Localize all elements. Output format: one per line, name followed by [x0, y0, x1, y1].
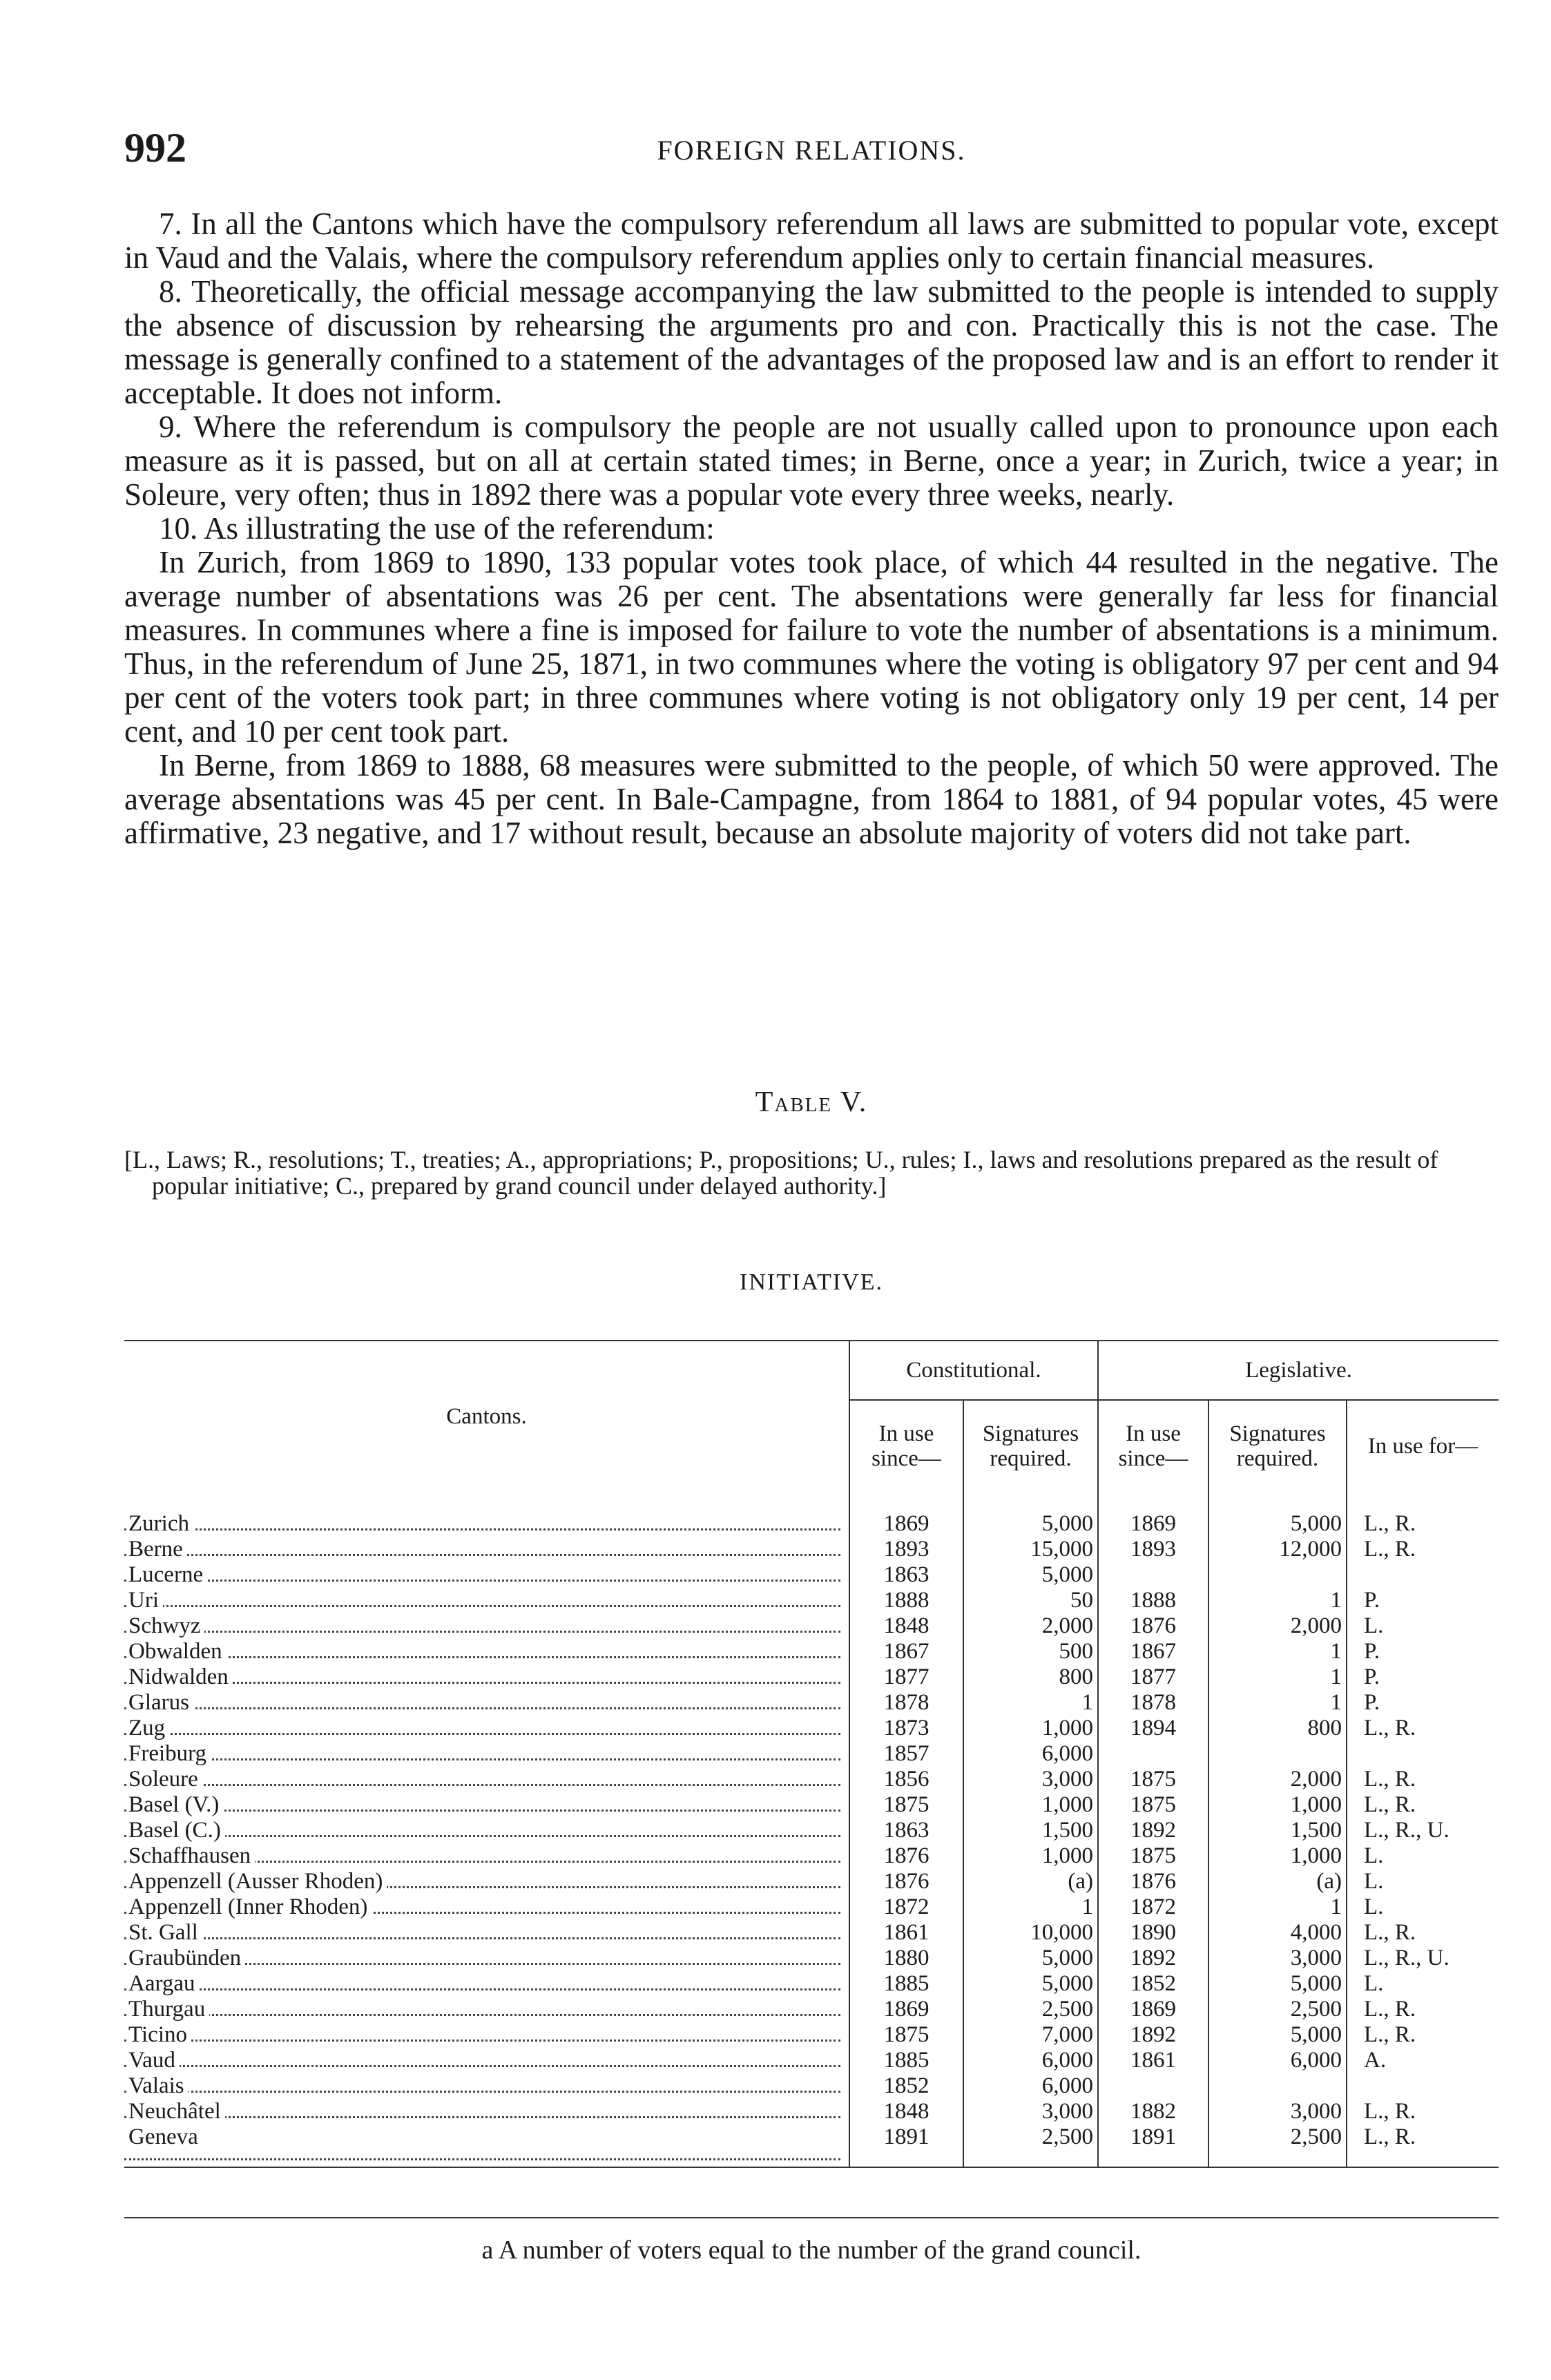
- legislative-signatures: [1208, 2073, 1347, 2099]
- legislative-since: 1869: [1098, 1492, 1208, 1537]
- canton-label: Thurgau: [128, 1997, 209, 2022]
- dot-leader: [124, 2040, 840, 2042]
- header-leg-in-use: In use since—: [1098, 1400, 1208, 1492]
- constitutional-since: 1875: [849, 2022, 963, 2048]
- constitutional-signatures: 1: [963, 1894, 1098, 1920]
- header-constitutional: Constitutional.: [849, 1341, 1098, 1400]
- legislative-since: 1872: [1098, 1894, 1208, 1920]
- page-header: [124, 124, 1499, 180]
- constitutional-signatures: 800: [963, 1664, 1098, 1690]
- canton-label: Appenzell (Ausser Rhoden): [128, 1869, 387, 1894]
- canton-label: Ticino: [128, 2022, 191, 2047]
- constitutional-signatures: (a): [963, 1869, 1098, 1894]
- legislative-since: 1890: [1098, 1920, 1208, 1946]
- paragraph-8: 8. Theoretically, the official message accompanying the law submitted to the people is intended to supply the absence of discussion by rehearsing the arguments pro and con. Practically this is not the case. The message is generally confined to a statement of the advantages of the proposed law and is an effort to render it acceptable. It does not inform.: [124, 274, 1499, 410]
- table-row: [124, 1492, 1499, 1537]
- constitutional-signatures: 6,000: [963, 2073, 1098, 2099]
- canton-name: [124, 2022, 849, 2048]
- canton-name: [124, 1492, 849, 1537]
- paragraph-9: 9. Where the referendum is compulsory the people are not usually called upon to pronounce upon each measure as it is passed, but on all at certain stated times; in Berne, once a year; in Zurich, twice a year; in Soleure, very often; thus in 1892 there was a popular vote every three weeks, nearly.: [124, 410, 1499, 512]
- constitutional-signatures: 1,500: [963, 1818, 1098, 1843]
- legislative-signatures: [1208, 1741, 1347, 1767]
- dot-leader: [124, 1784, 840, 1786]
- legislative-signatures: 1: [1208, 1588, 1347, 1613]
- legislative-signatures: 2,000: [1208, 1613, 1347, 1639]
- legislative-since: 1869: [1098, 1997, 1208, 2022]
- dot-leader: [124, 2158, 840, 2160]
- dot-leader: [124, 1528, 840, 1530]
- table-row: [124, 1997, 1499, 2022]
- canton-label: Uri: [128, 1588, 163, 1613]
- table-row: [124, 2073, 1499, 2099]
- dot-leader: [124, 1631, 840, 1633]
- in-use-for: L.: [1347, 1843, 1499, 1869]
- canton-label: Aargau: [128, 1971, 200, 1996]
- canton-name: [124, 1588, 849, 1613]
- table-row: [124, 2099, 1499, 2124]
- canton-name: [124, 1818, 849, 1843]
- canton-name: [124, 1792, 849, 1818]
- running-title: FOREIGN RELATIONS.: [657, 135, 966, 166]
- canton-label: Glarus: [128, 1690, 193, 1715]
- legislative-signatures: 2,000: [1208, 1767, 1347, 1792]
- table-row: [124, 1588, 1499, 1613]
- legislative-since: 1892: [1098, 2022, 1208, 2048]
- constitutional-signatures: 500: [963, 1639, 1098, 1664]
- canton-name: [124, 1741, 849, 1767]
- legislative-since: 1893: [1098, 1537, 1208, 1562]
- constitutional-signatures: 6,000: [963, 2048, 1098, 2073]
- page-number: 992: [124, 125, 186, 171]
- legislative-signatures: 1: [1208, 1639, 1347, 1664]
- legislative-since: 1861: [1098, 2048, 1208, 2073]
- legislative-since: 1876: [1098, 1869, 1208, 1894]
- constitutional-signatures: 5,000: [963, 1971, 1098, 1997]
- canton-label: Geneva: [128, 2124, 202, 2149]
- table-row: [124, 1741, 1499, 1767]
- legislative-since: 1892: [1098, 1946, 1208, 1971]
- body-text: [124, 207, 1499, 850]
- canton-name: [124, 1613, 849, 1639]
- table-row: [124, 2022, 1499, 2048]
- constitutional-signatures: 15,000: [963, 1537, 1098, 1562]
- legislative-signatures: 6,000: [1208, 2048, 1347, 2073]
- canton-label: Zurich: [128, 1511, 193, 1536]
- canton-name: [124, 2124, 849, 2167]
- in-use-for: P.: [1347, 1588, 1499, 1613]
- legislative-since: 1867: [1098, 1639, 1208, 1664]
- canton-label: Freiburg: [128, 1741, 211, 1766]
- dot-leader: [124, 1707, 840, 1709]
- legislative-signatures: 2,500: [1208, 1997, 1347, 2022]
- in-use-for: L., R.: [1347, 2124, 1499, 2167]
- canton-name: [124, 1971, 849, 1997]
- legislative-since: 1877: [1098, 1664, 1208, 1690]
- legislative-signatures: 3,000: [1208, 2099, 1347, 2124]
- table-row: [124, 1716, 1499, 1741]
- constitutional-signatures: 1,000: [963, 1792, 1098, 1818]
- constitutional-signatures: 1,000: [963, 1843, 1098, 1869]
- legislative-signatures: 1,500: [1208, 1818, 1347, 1843]
- legislative-signatures: 1,000: [1208, 1843, 1347, 1869]
- canton-name: [124, 1716, 849, 1741]
- table-row: [124, 1537, 1499, 1562]
- legislative-since: [1098, 1562, 1208, 1588]
- legislative-signatures: 4,000: [1208, 1920, 1347, 1946]
- table-row: [124, 1920, 1499, 1946]
- constitutional-since: 1880: [849, 1946, 963, 1971]
- constitutional-signatures: 3,000: [963, 1767, 1098, 1792]
- in-use-for: L., R., U.: [1347, 1946, 1499, 1971]
- table-row: [124, 2124, 1499, 2167]
- initiative-table: [124, 1340, 1499, 2168]
- legislative-signatures: 1: [1208, 1664, 1347, 1690]
- constitutional-since: 1876: [849, 1843, 963, 1869]
- in-use-for: [1347, 2073, 1499, 2099]
- header-leg-signatures: Signatures required.: [1208, 1400, 1347, 1492]
- dot-leader: [124, 2014, 840, 2016]
- canton-label: Vaud: [128, 2048, 180, 2073]
- canton-label: Basel (C.): [128, 1818, 225, 1843]
- in-use-for: L.: [1347, 1613, 1499, 1639]
- constitutional-since: 1888: [849, 1588, 963, 1613]
- in-use-for: L., R.: [1347, 1792, 1499, 1818]
- legislative-since: 1878: [1098, 1690, 1208, 1716]
- canton-name: [124, 1690, 849, 1716]
- canton-label: Lucerne: [128, 1562, 207, 1587]
- table-row: [124, 2048, 1499, 2073]
- dot-leader: [124, 1554, 840, 1556]
- constitutional-signatures: 1: [963, 1690, 1098, 1716]
- constitutional-since: 1885: [849, 1971, 963, 1997]
- canton-name: [124, 1537, 849, 1562]
- legislative-since: [1098, 2073, 1208, 2099]
- header-const-signatures: Signatures required.: [963, 1400, 1098, 1492]
- in-use-for: L., R.: [1347, 1920, 1499, 1946]
- canton-label: Obwalden: [128, 1639, 227, 1664]
- constitutional-signatures: 2,500: [963, 1997, 1098, 2022]
- legislative-since: 1876: [1098, 1613, 1208, 1639]
- constitutional-since: 1869: [849, 1997, 963, 2022]
- dot-leader: [124, 1758, 840, 1760]
- constitutional-signatures: 50: [963, 1588, 1098, 1613]
- canton-name: [124, 1562, 849, 1588]
- legislative-signatures: 1: [1208, 1894, 1347, 1920]
- dot-leader: [124, 2116, 840, 2118]
- canton-name: [124, 1997, 849, 2022]
- constitutional-since: 1875: [849, 1792, 963, 1818]
- dot-leader: [124, 1580, 840, 1582]
- dot-leader: [124, 1656, 840, 1658]
- in-use-for: [1347, 1741, 1499, 1767]
- in-use-for: L., R., U.: [1347, 1818, 1499, 1843]
- dot-leader: [124, 1605, 840, 1607]
- dot-leader: [124, 2065, 840, 2067]
- table-row: [124, 1843, 1499, 1869]
- legislative-signatures: 1,000: [1208, 1792, 1347, 1818]
- constitutional-since: 1893: [849, 1537, 963, 1562]
- canton-name: [124, 1894, 849, 1920]
- section-heading: INITIATIVE.: [740, 1269, 883, 1295]
- constitutional-since: 1852: [849, 2073, 963, 2099]
- legislative-since: 1852: [1098, 1971, 1208, 1997]
- in-use-for: L., R.: [1347, 1767, 1499, 1792]
- in-use-for: P.: [1347, 1690, 1499, 1716]
- paragraph-zurich: In Zurich, from 1869 to 1890, 133 popular votes took place, of which 44 resulted in the negative. The average number of absentations was 26 per cent. The absentations were generally far less for financial measures. In communes where a fine is imposed for failure to vote the number of absentations is a minimum. Thus, in the referendum of June 25, 1871, in two communes where the voting is obligatory 97 per cent and 94 per cent of the voters took part; in three communes where voting is not obligatory only 19 per cent, 14 per cent, and 10 per cent took part.: [124, 545, 1499, 749]
- table-row: [124, 1792, 1499, 1818]
- dot-leader: [124, 2091, 840, 2093]
- in-use-for: A.: [1347, 2048, 1499, 2073]
- legislative-signatures: 12,000: [1208, 1537, 1347, 1562]
- table-row: [124, 1818, 1499, 1843]
- constitutional-since: 1873: [849, 1716, 963, 1741]
- constitutional-since: 1891: [849, 2124, 963, 2167]
- canton-name: [124, 1920, 849, 1946]
- constitutional-signatures: 1,000: [963, 1716, 1098, 1741]
- paragraph-10: 10. As illustrating the use of the referendum:: [159, 511, 715, 546]
- legislative-signatures: 2,500: [1208, 2124, 1347, 2167]
- canton-label: Berne: [128, 1537, 187, 1562]
- table-row: [124, 1894, 1499, 1920]
- constitutional-signatures: 5,000: [963, 1946, 1098, 1971]
- table-row: [124, 1639, 1499, 1664]
- canton-label: Appenzell (Inner Rhoden): [128, 1894, 372, 1919]
- in-use-for: L., R.: [1347, 2099, 1499, 2124]
- canton-label: Schwyz: [128, 1613, 204, 1638]
- canton-name: [124, 1946, 849, 1971]
- canton-label: Soleure: [128, 1767, 202, 1792]
- constitutional-since: 1857: [849, 1741, 963, 1767]
- canton-label: Zug: [128, 1716, 169, 1740]
- constitutional-since: 1885: [849, 2048, 963, 2073]
- table-title: Table V.: [755, 1086, 868, 1118]
- legislative-since: 1892: [1098, 1818, 1208, 1843]
- constitutional-since: 1863: [849, 1818, 963, 1843]
- constitutional-since: 1867: [849, 1639, 963, 1664]
- canton-name: [124, 2048, 849, 2073]
- canton-name: [124, 1639, 849, 1664]
- constitutional-since: 1872: [849, 1894, 963, 1920]
- legislative-since: 1875: [1098, 1767, 1208, 1792]
- canton-label: Valais: [128, 2073, 189, 2098]
- constitutional-since: 1869: [849, 1492, 963, 1537]
- in-use-for: P.: [1347, 1664, 1499, 1690]
- in-use-for: L., R.: [1347, 1997, 1499, 2022]
- legislative-signatures: 3,000: [1208, 1946, 1347, 1971]
- canton-label: Neuchâtel: [128, 2099, 225, 2124]
- constitutional-since: 1878: [849, 1690, 963, 1716]
- canton-label: Schaffhausen: [128, 1843, 255, 1868]
- in-use-for: L., R.: [1347, 2022, 1499, 2048]
- legislative-since: 1888: [1098, 1588, 1208, 1613]
- canton-name: [124, 1664, 849, 1690]
- constitutional-since: 1877: [849, 1664, 963, 1690]
- legislative-signatures: 800: [1208, 1716, 1347, 1741]
- constitutional-signatures: 10,000: [963, 1920, 1098, 1946]
- canton-name: [124, 1843, 849, 1869]
- constitutional-signatures: 2,500: [963, 2124, 1098, 2167]
- canton-name: [124, 2099, 849, 2124]
- in-use-for: L.: [1347, 1869, 1499, 1894]
- paragraph-berne: In Berne, from 1869 to 1888, 68 measures were submitted to the people, of which 50 were approved. The average absentations was 45 per cent. In Bale-Campagne, from 1864 to 1881, of 94 popular votes, 45 were affirmative, 23 negative, and 17 without result, because an absolute majority of voters did not take part.: [124, 748, 1499, 850]
- table-row: [124, 1767, 1499, 1792]
- constitutional-signatures: 6,000: [963, 1741, 1098, 1767]
- constitutional-since: 1856: [849, 1767, 963, 1792]
- canton-name: [124, 2073, 849, 2099]
- footnote: a A number of voters equal to the number of the grand council.: [481, 2236, 1141, 2265]
- constitutional-since: 1848: [849, 1613, 963, 1639]
- header-cantons: Cantons.: [124, 1341, 849, 1492]
- legislative-since: 1894: [1098, 1716, 1208, 1741]
- table-row: [124, 1664, 1499, 1690]
- in-use-for: L.: [1347, 1894, 1499, 1920]
- legislative-since: [1098, 1741, 1208, 1767]
- constitutional-signatures: 2,000: [963, 1613, 1098, 1639]
- legislative-since: 1882: [1098, 2099, 1208, 2124]
- constitutional-signatures: 3,000: [963, 2099, 1098, 2124]
- dot-leader: [124, 1988, 840, 1990]
- table-row: [124, 1562, 1499, 1588]
- header-in-use-for: In use for—: [1347, 1400, 1499, 1492]
- legislative-signatures: 1: [1208, 1690, 1347, 1716]
- dot-leader: [124, 1733, 840, 1735]
- legislative-since: 1891: [1098, 2124, 1208, 2167]
- paragraph-7: 7. In all the Cantons which have the compulsory referendum all laws are submitted to popular vote, except in Vaud and the Valais, where the compulsory referendum applies only to certain financial measures.: [124, 207, 1499, 275]
- dot-leader: [124, 1835, 840, 1837]
- legislative-signatures: 5,000: [1208, 1492, 1347, 1537]
- in-use-for: L., R.: [1347, 1492, 1499, 1537]
- in-use-for: P.: [1347, 1639, 1499, 1664]
- constitutional-since: 1848: [849, 2099, 963, 2124]
- canton-name: [124, 1767, 849, 1792]
- canton-label: St. Gall: [128, 1920, 202, 1945]
- legislative-signatures: 5,000: [1208, 2022, 1347, 2048]
- constitutional-signatures: 5,000: [963, 1492, 1098, 1537]
- legislative-signatures: [1208, 1562, 1347, 1588]
- table-body: [124, 1492, 1499, 2167]
- in-use-for: L., R.: [1347, 1537, 1499, 1562]
- header-const-in-use: In use since—: [849, 1400, 963, 1492]
- legislative-signatures: 5,000: [1208, 1971, 1347, 1997]
- constitutional-signatures: 7,000: [963, 2022, 1098, 2048]
- in-use-for: L., R.: [1347, 1716, 1499, 1741]
- constitutional-signatures: 5,000: [963, 1562, 1098, 1588]
- dot-leader: [124, 1937, 840, 1939]
- canton-name: [124, 1869, 849, 1894]
- table-row: [124, 1946, 1499, 1971]
- canton-label: Graubünden: [128, 1946, 245, 1970]
- table-legend: [L., Laws; R., resolutions; T., treaties; A., appropriations; P., propositions; U., rules; I., laws and resolutions prepared as the result of popular initiative; C., prepared by grand council under delayed authority.]: [124, 1146, 1438, 1200]
- constitutional-since: 1861: [849, 1920, 963, 1946]
- constitutional-since: 1876: [849, 1869, 963, 1894]
- table-row: [124, 1613, 1499, 1639]
- legislative-since: 1875: [1098, 1792, 1208, 1818]
- table-row: [124, 1971, 1499, 1997]
- canton-label: Basel (V.): [128, 1792, 223, 1817]
- canton-label: Nidwalden: [128, 1664, 233, 1689]
- in-use-for: L.: [1347, 1971, 1499, 1997]
- legislative-since: 1875: [1098, 1843, 1208, 1869]
- in-use-for: [1347, 1562, 1499, 1588]
- legislative-signatures: (a): [1208, 1869, 1347, 1894]
- constitutional-since: 1863: [849, 1562, 963, 1588]
- table-row: [124, 1690, 1499, 1716]
- dot-leader: [124, 1810, 840, 1812]
- table-row: [124, 1869, 1499, 1894]
- footnote-divider: [124, 2217, 1499, 2218]
- header-legislative: Legislative.: [1098, 1341, 1499, 1400]
